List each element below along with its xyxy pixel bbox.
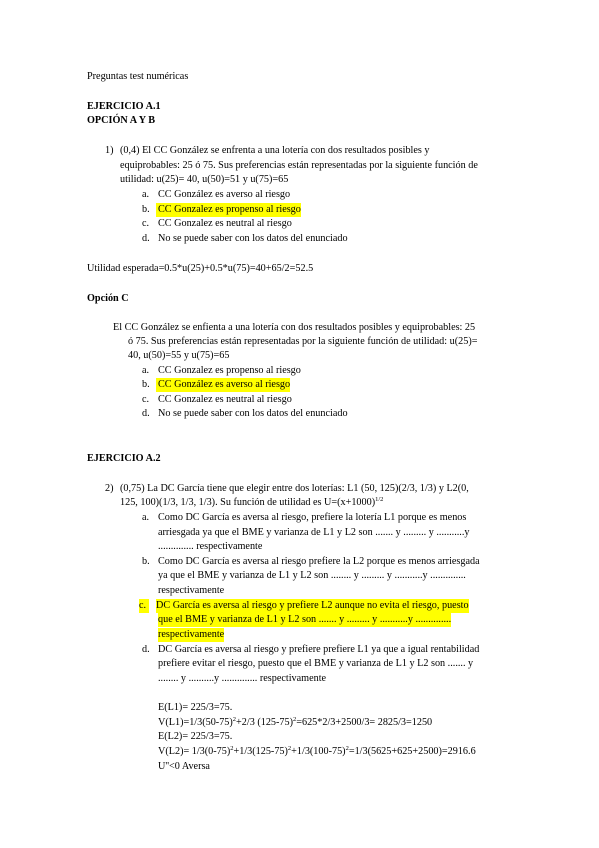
document-title: Preguntas test numéricas [87,71,189,82]
option-c-question-line: El CC González se enfienta a una lotería con dos resultados posibles y equiprobables: 25 [113,322,476,333]
question-1-line: (0,4) El CC González se enfrenta a una lotería con dos resultados posibles y [120,145,430,156]
option-b-line: ya que el BME y varianza de L1 y L2 son ........ y ......... y ...........y .............. [158,570,466,581]
square-exponent: 2 [345,745,349,752]
calc-second-derivative: U''<0 Aversa [158,761,210,772]
option-letter: d. [142,644,150,655]
option-c-question-line: ó 75. Sus preferencias están representadas por la siguiente función de utilidad: u(25)= [128,336,478,347]
question-2-line-text: 125, 100)(1/3, 1/3, 1/3). Su función de utilidad es U=(x+1000) [120,497,376,508]
utility-exponent: 1/2 [375,496,384,503]
calc-variance-l2 [158,745,476,759]
exercise-a1-title: EJERCICIO A.1 [87,101,161,112]
option-letter-highlighted: c. [139,599,149,613]
question-1-line: utilidad: u(25)= 40, u(50)=51 y u(75)=65 [120,174,289,185]
option-c-line-highlighted: respectivamente [158,629,225,640]
option-letter: c. [142,218,150,229]
option-d-line: ........ y ..........y .............. respectivamente [158,673,327,684]
option-b-text-highlighted: CC Gonzalez es propenso al riesgo [158,204,301,215]
question-1-number: 1) [105,145,114,156]
calc-expected-l1: E(L1)= 225/3=75. [158,702,233,713]
question-1-line: equiprobables: 25 ó 75. Sus preferencias están representadas por la siguiente función de [120,160,478,171]
square-exponent: 2 [287,745,292,752]
option-c-question-line: 40, u(50)=55 y u(75)=65 [128,350,230,361]
option-b-line: respectivamente [158,585,225,596]
option-c-line-highlighted: DC García es aversa al riesgo y prefiere L2 aunque no evita el riesgo, puesto [156,600,469,611]
square-exponent: 2 [230,745,234,752]
calc-variance-l2-part: V(L2)= 1/3(0-75) [158,746,231,757]
square-exponent: 2 [232,716,237,723]
option-a-line: Como DC García es aversa al riesgo, prefiere la lotería L1 porque es menos [158,512,467,523]
option-a-line: arriesgada ya que el BME y varianza de L1 y L2 son ....... y ......... y ...........y [158,527,470,538]
option-letter: c. [142,394,150,405]
calc-variance-l2-part: +1/3(125-75) [233,746,288,757]
question-2-number: 2) [105,483,114,494]
expected-utility-line: Utilidad esperada=0.5*u(25)+0.5*u(75)=40+65/2=52.5 [87,263,314,274]
exercise-a2-title: EJERCICIO A.2 [87,453,161,464]
square-exponent: 2 [293,716,297,723]
option-letter: a. [142,512,150,523]
exercise-a1-subtitle: OPCIÓN A Y B [87,115,156,126]
calc-expected-l2: E(L2)= 225/3=75. [158,731,233,742]
option-letter: d. [142,233,150,244]
option-c-line-highlighted: que el BME y varianza de L1 y L2 son ....... y ......... y ...........y .............. [158,614,452,625]
option-d-text: No se puede saber con los datos del enunciado [158,233,348,244]
option-letter: b. [142,379,150,390]
calc-variance-l1-part: +2/3 (125-75) [236,717,293,728]
option-a-text: CC González es averso al riesgo [158,189,291,200]
option-c-title: Opción C [87,293,129,304]
calc-variance-l1-part: V(L1)=1/3(50-75) [158,717,233,728]
calc-variance-l1 [158,716,432,730]
calc-variance-l2-part: +1/3(100-75) [291,746,346,757]
option-a-line: .............. respectivamente [158,541,263,552]
option-letter: d. [142,408,150,419]
question-2-line [120,496,383,510]
question-2-line: (0,75) La DC García tiene que elegir entre dos loterías: L1 (50, 125)(2/3, 1/3) y L2(0, [120,483,469,494]
option-a-text: CC Gonzalez es propenso al riesgo [158,365,301,376]
option-b-line: Como DC García es aversa al riesgo prefiere la L2 porque es menos arriesgada [158,556,480,567]
option-d-line: DC García es aversa al riesgo y prefiere prefiere L1 ya que a igual rentabilidad [158,644,480,655]
option-letter: a. [142,365,150,376]
option-b-text-highlighted: CC González es averso al riesgo [158,379,291,390]
option-d-line: prefiere evitar el riesgo, puesto que el BME y varianza de L1 y L2 son ....... y [158,658,474,669]
option-letter: b. [142,556,150,567]
option-c-text: CC Gonzalez es neutral al riesgo [158,394,292,405]
calc-variance-l1-part: =625*2/3+2500/3= 2825/3=1250 [296,717,433,728]
option-letter: a. [142,189,150,200]
option-c-text: CC Gonzalez es neutral al riesgo [158,218,292,229]
option-d-text: No se puede saber con los datos del enunciado [158,408,348,419]
calc-variance-l2-part: =1/3(5625+625+2500)=2916.6 [348,746,476,757]
option-letter: b. [142,204,150,215]
